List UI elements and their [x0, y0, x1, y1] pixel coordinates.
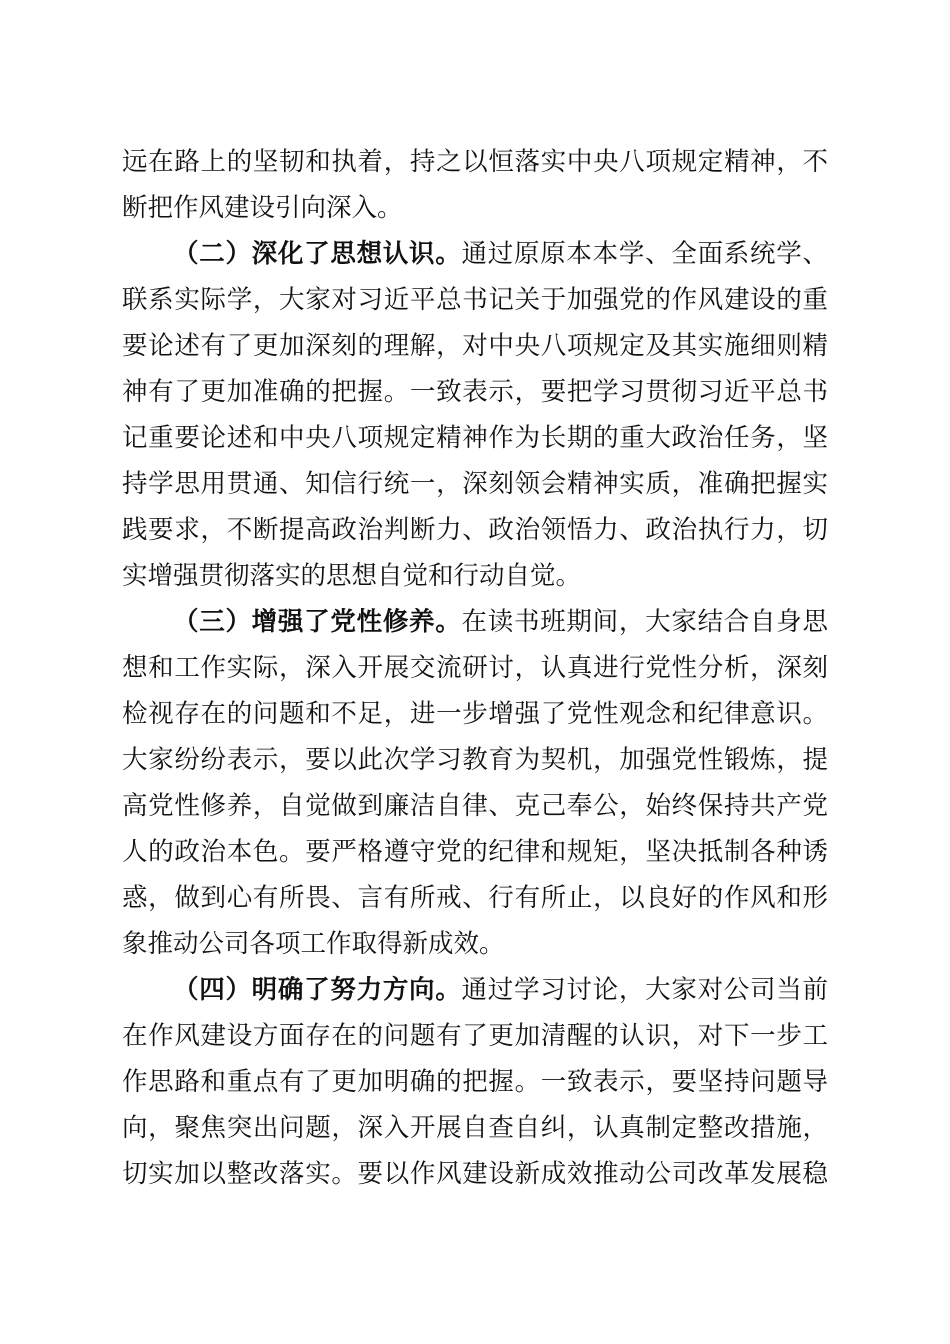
line-text: 惑，做到心有所畏、言有所戒、行有所止，以良好的作风和形 — [122, 883, 828, 913]
line-text: 在读书班期间，大家结合自身思 — [461, 607, 828, 637]
text-line — [122, 737, 828, 783]
section-heading: （二）深化了思想认识。 — [173, 239, 462, 269]
text-line — [122, 415, 828, 461]
line-text: 持学思用贯通、知信行统一，深刻领会精神实质，准确把握实 — [122, 469, 828, 499]
text-line — [122, 1151, 828, 1197]
section-heading: （四）明确了努力方向。 — [173, 975, 462, 1005]
line-text: 在作风建设方面存在的问题有了更加清醒的认识，对下一步工 — [122, 1021, 828, 1051]
line-text: 联系实际学，大家对习近平总书记关于加强党的作风建设的重 — [122, 285, 828, 315]
text-line — [122, 645, 828, 691]
text-line — [122, 185, 828, 231]
line-text: 践要求，不断提高政治判断力、政治领悟力、政治执行力，切 — [122, 515, 828, 545]
line-text: 检视存在的问题和不足，进一步增强了党性观念和纪律意识。 — [122, 699, 828, 729]
text-line — [122, 139, 828, 185]
text-line — [122, 829, 828, 875]
text-line — [122, 1013, 828, 1059]
line-text: 切实加以整改落实。要以作风建设新成效推动公司改革发展稳 — [122, 1159, 828, 1189]
line-text: 要论述有了更加深刻的理解，对中央八项规定及其实施细则精 — [122, 331, 828, 361]
line-text: 人的政治本色。要严格遵守党的纪律和规矩，坚决抵制各种诱 — [122, 837, 828, 867]
text-line — [173, 231, 828, 277]
line-text: 想和工作实际，深入开展交流研讨，认真进行党性分析，深刻 — [122, 653, 828, 683]
text-line — [122, 553, 828, 599]
text-line — [122, 1105, 828, 1151]
line-text: 记重要论述和中央八项规定精神作为长期的重大政治任务，坚 — [122, 423, 828, 453]
text-line — [122, 507, 828, 553]
text-line — [122, 783, 828, 829]
line-text: 大家纷纷表示，要以此次学习教育为契机，加强党性锻炼，提 — [122, 745, 828, 775]
line-text: 通过原原本本学、全面系统学、 — [461, 239, 828, 269]
section-heading: （三）增强了党性修养。 — [173, 607, 462, 637]
text-line — [122, 921, 828, 967]
line-text: 远在路上的坚韧和执着，持之以恒落实中央八项规定精神，不 — [122, 147, 828, 177]
line-text: 作思路和重点有了更加明确的把握。一致表示，要坚持问题导 — [122, 1067, 828, 1097]
text-line — [122, 691, 828, 737]
line-text: 神有了更加准确的把握。一致表示，要把学习贯彻习近平总书 — [122, 377, 828, 407]
text-line — [122, 461, 828, 507]
line-text: 通过学习讨论，大家对公司当前 — [461, 975, 828, 1005]
text-line — [122, 1059, 828, 1105]
line-text: 断把作风建设引向深入。 — [122, 193, 403, 223]
text-line — [122, 369, 828, 415]
text-line — [173, 599, 828, 645]
text-line — [122, 277, 828, 323]
line-text: 向，聚焦突出问题，深入开展自查自纠，认真制定整改措施， — [122, 1113, 828, 1143]
line-text: 象推动公司各项工作取得新成效。 — [122, 929, 505, 959]
text-line — [122, 323, 828, 369]
text-line — [173, 967, 828, 1013]
line-text: 高党性修养，自觉做到廉洁自律、克己奉公，始终保持共产党 — [122, 791, 828, 821]
line-text: 实增强贯彻落实的思想自觉和行动自觉。 — [122, 561, 582, 591]
text-line — [122, 875, 828, 921]
